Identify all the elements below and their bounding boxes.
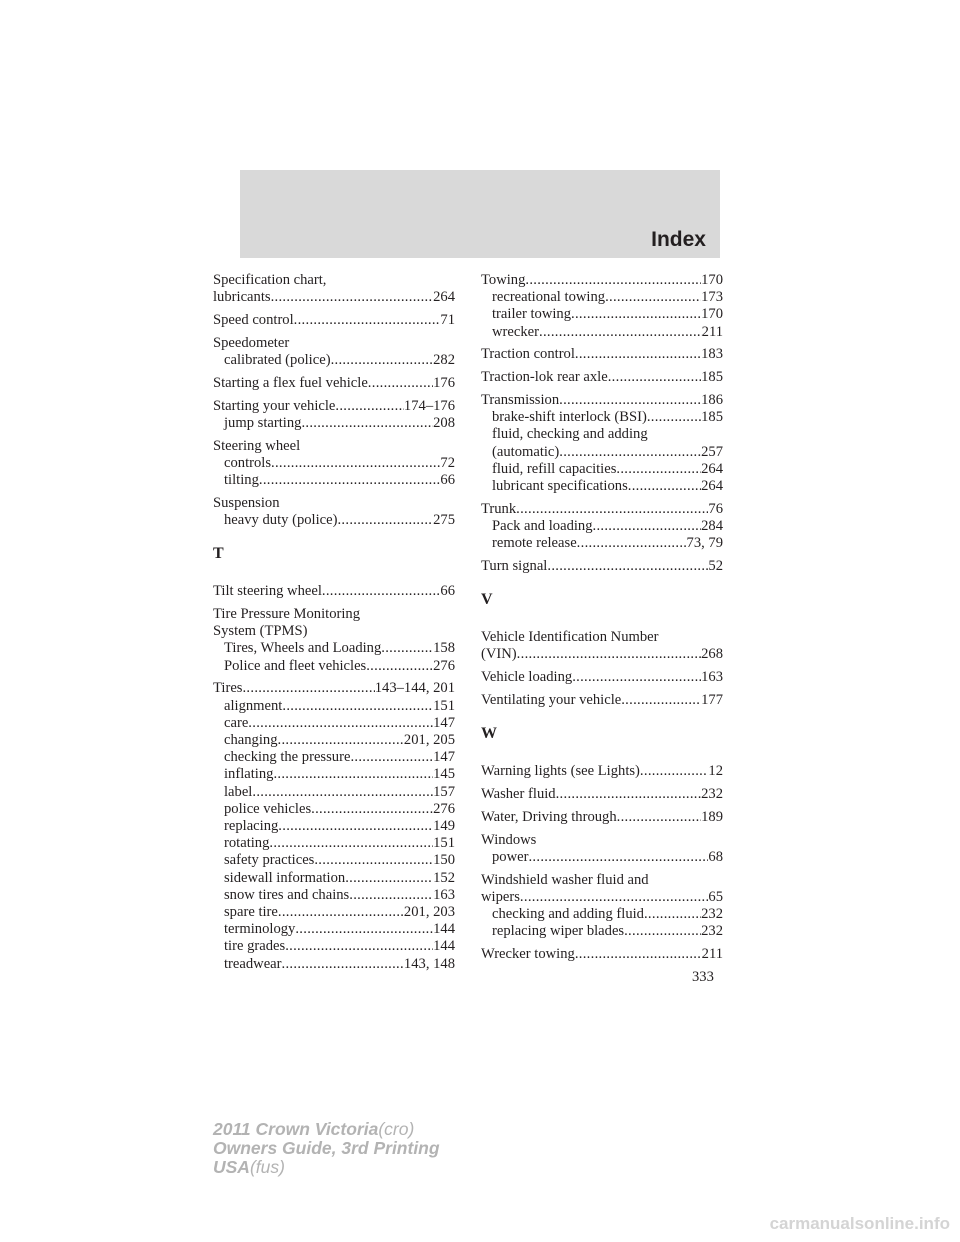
dot-leader bbox=[525, 272, 701, 289]
index-page-ref: 177 bbox=[701, 692, 723, 709]
dot-leader bbox=[285, 938, 433, 955]
index-page-ref: 211 bbox=[701, 946, 723, 963]
index-term: Trunk bbox=[481, 500, 517, 517]
index-term: (automatic) bbox=[492, 443, 560, 460]
index-entry bbox=[481, 369, 723, 386]
dot-leader bbox=[559, 444, 701, 461]
index-subentry-line bbox=[213, 658, 455, 675]
index-term: Speedometer bbox=[213, 334, 290, 351]
dot-leader bbox=[381, 640, 433, 657]
index-page-ref: 232 bbox=[701, 923, 723, 940]
index-letter-heading: V bbox=[481, 591, 493, 609]
dot-leader bbox=[278, 904, 404, 921]
index-page-ref: 208 bbox=[433, 414, 455, 431]
dot-leader bbox=[616, 461, 701, 478]
index-entry-line bbox=[481, 646, 723, 663]
index-page-ref: 163 bbox=[433, 886, 455, 903]
index-term: Vehicle loading bbox=[481, 669, 573, 686]
dot-leader bbox=[640, 763, 708, 780]
index-subentry-line bbox=[481, 906, 723, 923]
index-page-ref: 68 bbox=[708, 848, 723, 865]
index-term: Tires, Wheels and Loading bbox=[224, 640, 382, 657]
index-term: Starting your vehicle bbox=[213, 397, 336, 414]
dot-leader bbox=[350, 749, 433, 766]
dot-leader bbox=[556, 786, 702, 803]
index-entry-line bbox=[481, 501, 723, 518]
index-entry bbox=[481, 692, 723, 709]
index-letter-heading: W bbox=[481, 725, 497, 743]
index-page-ref: 185 bbox=[701, 409, 723, 426]
index-subentry-line bbox=[481, 518, 723, 535]
footer-model-code: (cro) bbox=[378, 1119, 415, 1139]
index-page-ref: 275 bbox=[433, 512, 455, 528]
index-subentry-line bbox=[213, 921, 455, 938]
index-term: Washer fluid bbox=[481, 786, 556, 803]
dot-leader bbox=[547, 558, 708, 575]
index-term: tilting bbox=[224, 472, 259, 488]
dot-leader bbox=[322, 583, 441, 600]
index-term: Speed control bbox=[213, 312, 294, 328]
index-term: Suspension bbox=[213, 494, 280, 511]
footer-line-3 bbox=[213, 1158, 440, 1177]
index-subentry-line bbox=[481, 409, 723, 426]
index-entry-line bbox=[213, 398, 455, 415]
index-page-ref: 284 bbox=[701, 518, 723, 535]
dot-leader bbox=[311, 801, 433, 818]
dot-leader bbox=[271, 289, 434, 306]
index-page-ref: 264 bbox=[701, 478, 723, 495]
dot-leader bbox=[337, 512, 433, 529]
index-term: label bbox=[224, 783, 253, 800]
index-entry bbox=[481, 392, 723, 495]
index-entry-line bbox=[481, 763, 723, 780]
index-term: Starting a flex fuel vehicle bbox=[213, 374, 368, 391]
index-page-ref: 189 bbox=[701, 808, 723, 825]
index-term: wipers bbox=[481, 888, 520, 905]
index-entry-line bbox=[481, 809, 723, 826]
index-subentry-line bbox=[213, 715, 455, 732]
index-term: changing bbox=[224, 732, 278, 749]
index-subentry-line bbox=[481, 478, 723, 495]
dot-leader bbox=[593, 518, 702, 535]
index-entry bbox=[481, 272, 723, 341]
index-entry-line bbox=[481, 669, 723, 686]
index-entry bbox=[481, 501, 723, 553]
index-subentry-line bbox=[213, 640, 455, 657]
index-entry-line bbox=[213, 289, 455, 306]
dot-leader bbox=[278, 732, 404, 749]
index-entry-line bbox=[213, 335, 455, 352]
index-subentry-line bbox=[213, 801, 455, 818]
index-entry-line bbox=[213, 606, 455, 623]
index-term: police vehicles bbox=[224, 800, 312, 817]
index-term: Transmission bbox=[481, 392, 560, 408]
dot-leader bbox=[269, 835, 433, 852]
dot-leader bbox=[647, 409, 701, 426]
dot-leader bbox=[520, 889, 708, 906]
index-entry bbox=[481, 763, 723, 780]
index-entry-line bbox=[213, 375, 455, 392]
index-term: Police and fleet vehicles bbox=[224, 657, 367, 674]
index-subentry-line bbox=[213, 766, 455, 783]
index-page-ref: 71 bbox=[440, 312, 455, 328]
footer-market-code: (fus) bbox=[249, 1157, 285, 1177]
index-entry-line bbox=[481, 558, 723, 575]
index-page-ref: 151 bbox=[433, 697, 455, 714]
index-term: recreational towing bbox=[492, 289, 606, 306]
dot-leader bbox=[516, 501, 708, 518]
index-entry bbox=[481, 832, 723, 866]
dot-leader bbox=[294, 312, 441, 329]
dot-leader bbox=[644, 906, 701, 923]
dot-leader bbox=[271, 455, 440, 472]
index-term: sidewall information bbox=[224, 869, 346, 886]
footer-market: USA bbox=[213, 1157, 250, 1177]
index-term: Warning lights (see Lights) bbox=[481, 763, 640, 780]
index-term: Vehicle Identification Number bbox=[481, 629, 659, 646]
index-term: controls bbox=[224, 454, 272, 471]
dot-leader bbox=[345, 870, 433, 887]
index-term: tire grades bbox=[224, 938, 286, 955]
index-subentry-line bbox=[213, 784, 455, 801]
index-page-ref: 176 bbox=[433, 374, 455, 391]
index-page-ref: 170 bbox=[701, 272, 723, 288]
dot-leader bbox=[248, 715, 433, 732]
dot-leader bbox=[539, 324, 702, 341]
index-entry-line bbox=[481, 889, 723, 906]
dot-leader bbox=[331, 352, 434, 369]
index-page-ref: 174–176 bbox=[403, 397, 455, 414]
index-term: calibrated (police) bbox=[224, 352, 331, 368]
index-page-ref: 52 bbox=[708, 558, 723, 575]
dot-leader bbox=[295, 921, 433, 938]
index-term: terminology bbox=[224, 921, 296, 938]
index-subentry-line bbox=[481, 306, 723, 323]
index-page-ref: 144 bbox=[433, 938, 455, 955]
index-term: care bbox=[224, 714, 249, 731]
index-term: (VIN) bbox=[481, 646, 517, 663]
dot-leader bbox=[242, 680, 374, 697]
index-entry bbox=[481, 558, 723, 575]
index-page-ref: 170 bbox=[701, 306, 723, 323]
index-term: spare tire bbox=[224, 904, 278, 921]
index-entry bbox=[481, 346, 723, 363]
index-subentry-line bbox=[481, 289, 723, 306]
index-term: Windows bbox=[481, 831, 537, 848]
index-entry-line bbox=[213, 312, 455, 329]
footer-line-1 bbox=[213, 1120, 440, 1139]
dot-leader bbox=[571, 306, 701, 323]
index-entry-line bbox=[481, 346, 723, 363]
index-term: Towing bbox=[481, 272, 526, 288]
index-term: heavy duty (police) bbox=[224, 512, 338, 528]
index-page-ref: 145 bbox=[433, 766, 455, 783]
index-subentry-line bbox=[213, 749, 455, 766]
document-footer bbox=[213, 1120, 440, 1177]
index-entry bbox=[213, 583, 455, 600]
index-entry-line bbox=[213, 272, 455, 289]
dot-leader bbox=[282, 698, 433, 715]
index-entry bbox=[213, 680, 455, 972]
index-entry bbox=[213, 335, 455, 369]
index-term: Tilt steering wheel bbox=[213, 583, 322, 600]
dot-leader bbox=[628, 478, 701, 495]
index-page-ref: 268 bbox=[701, 646, 723, 663]
index-term: Traction control bbox=[481, 346, 575, 363]
dot-leader bbox=[575, 946, 702, 963]
index-entry bbox=[481, 629, 723, 663]
index-entry bbox=[481, 786, 723, 803]
dot-leader bbox=[314, 852, 433, 869]
index-entry-line bbox=[481, 692, 723, 709]
index-entry bbox=[213, 438, 455, 490]
dot-leader bbox=[577, 535, 687, 552]
index-entry-line bbox=[481, 629, 723, 646]
index-entry-line bbox=[213, 583, 455, 600]
index-page-ref: 201, 203 bbox=[403, 904, 455, 921]
index-term: rotating bbox=[224, 835, 270, 852]
index-term: Tire Pressure Monitoring bbox=[213, 606, 361, 622]
index-page-ref: 143–144, 201 bbox=[374, 680, 455, 697]
dot-leader bbox=[349, 887, 433, 904]
index-entry bbox=[481, 872, 723, 941]
index-term: lubricants bbox=[213, 289, 271, 306]
index-subentry-line bbox=[213, 352, 455, 369]
index-subentry-line bbox=[213, 455, 455, 472]
index-subentry-line bbox=[213, 512, 455, 529]
dot-leader bbox=[282, 956, 404, 973]
index-page-ref: 232 bbox=[701, 786, 723, 803]
index-subentry-line bbox=[213, 852, 455, 869]
index-subentry-line bbox=[481, 923, 723, 940]
dot-leader bbox=[273, 766, 433, 783]
index-entry bbox=[213, 495, 455, 529]
index-term: safety practices bbox=[224, 852, 315, 869]
index-page-ref: 276 bbox=[433, 657, 455, 674]
index-term: Traction-lok rear axle bbox=[481, 369, 608, 386]
index-term: Water, Driving through bbox=[481, 808, 617, 825]
index-subentry-line bbox=[213, 904, 455, 921]
index-subentry-line bbox=[213, 956, 455, 973]
dot-leader bbox=[559, 392, 701, 409]
index-entry bbox=[213, 272, 455, 306]
page-number: 333 bbox=[692, 969, 714, 985]
site-watermark[interactable]: carmanualsonline.info bbox=[769, 1214, 950, 1233]
index-page-ref: 76 bbox=[708, 500, 723, 517]
dot-leader bbox=[278, 818, 433, 835]
index-subentry-line bbox=[213, 472, 455, 489]
index-entry bbox=[213, 398, 455, 432]
index-subentry-line bbox=[213, 938, 455, 955]
dot-leader bbox=[335, 398, 404, 415]
index-page-ref: 183 bbox=[701, 346, 723, 363]
index-subentry-line bbox=[213, 870, 455, 887]
section-header-band bbox=[240, 170, 720, 258]
dot-leader bbox=[252, 784, 433, 801]
index-term: Tires bbox=[213, 680, 243, 697]
index-column-left bbox=[213, 272, 455, 978]
index-term: System (TPMS) bbox=[213, 623, 308, 640]
index-subentry-line bbox=[213, 835, 455, 852]
index-entry-line bbox=[481, 872, 723, 889]
index-subentry-line bbox=[481, 444, 723, 461]
index-entry bbox=[481, 809, 723, 826]
index-subentry-line bbox=[481, 426, 723, 443]
index-term: brake-shift interlock (BSI) bbox=[492, 409, 647, 426]
index-page-ref: 186 bbox=[701, 392, 723, 408]
index-page-ref: 163 bbox=[701, 669, 723, 686]
index-term: Pack and loading bbox=[492, 518, 593, 535]
index-page-ref: 211 bbox=[701, 323, 723, 340]
index-term: Windshield washer fluid and bbox=[481, 871, 649, 888]
footer-line-2: Owners Guide, 3rd Printing bbox=[213, 1138, 440, 1158]
index-page-ref: 201, 205 bbox=[403, 732, 455, 749]
index-entry-line bbox=[481, 272, 723, 289]
index-page-ref: 65 bbox=[708, 888, 723, 905]
index-term: replacing bbox=[224, 818, 279, 835]
index-page-ref: 282 bbox=[433, 352, 455, 368]
index-subentry-line bbox=[481, 324, 723, 341]
dot-leader bbox=[624, 923, 701, 940]
index-entry-line bbox=[213, 680, 455, 697]
dot-leader bbox=[572, 669, 701, 686]
index-subentry-line bbox=[481, 849, 723, 866]
index-term: inflating bbox=[224, 766, 274, 783]
index-term: trailer towing bbox=[492, 306, 572, 323]
index-term: jump starting bbox=[224, 414, 302, 431]
index-term: lubricant specifications bbox=[492, 478, 628, 495]
index-page-ref: 147 bbox=[433, 749, 455, 766]
index-entry-line bbox=[213, 495, 455, 512]
index-term: alignment bbox=[224, 697, 283, 714]
index-page-ref: 150 bbox=[433, 852, 455, 869]
index-term: remote release bbox=[492, 535, 577, 552]
dot-leader bbox=[517, 646, 701, 663]
index-entry bbox=[213, 375, 455, 392]
index-page-ref: 143, 148 bbox=[403, 955, 455, 972]
index-subentry-line bbox=[481, 461, 723, 478]
index-page-ref: 264 bbox=[433, 289, 455, 306]
index-page-ref: 157 bbox=[433, 783, 455, 800]
index-column-right bbox=[481, 272, 723, 969]
dot-leader bbox=[366, 658, 433, 675]
dot-leader bbox=[528, 849, 708, 866]
index-page-ref: 66 bbox=[440, 583, 455, 600]
index-entry-line bbox=[481, 832, 723, 849]
index-page-ref: 151 bbox=[433, 835, 455, 852]
index-page-ref: 158 bbox=[433, 640, 455, 657]
index-term: power bbox=[492, 848, 529, 865]
dot-leader bbox=[259, 472, 441, 489]
dot-leader bbox=[301, 415, 433, 432]
index-page-ref: 173 bbox=[701, 289, 723, 306]
index-term: snow tires and chains bbox=[224, 886, 350, 903]
index-subentry-line bbox=[213, 415, 455, 432]
dot-leader bbox=[617, 809, 701, 826]
index-subentry-line bbox=[481, 535, 723, 552]
index-entry-line bbox=[481, 392, 723, 409]
index-entry-line bbox=[481, 786, 723, 803]
index-term: fluid, refill capacities bbox=[492, 460, 617, 477]
dot-leader bbox=[575, 346, 701, 363]
index-page-ref: 185 bbox=[701, 369, 723, 386]
index-page-ref: 264 bbox=[701, 460, 723, 477]
dot-leader bbox=[608, 369, 701, 386]
index-page-ref: 12 bbox=[708, 763, 723, 780]
index-page-ref: 149 bbox=[433, 818, 455, 835]
index-term: fluid, checking and adding bbox=[492, 426, 648, 443]
footer-model: 2011 Crown Victoria bbox=[213, 1119, 379, 1139]
dot-leader bbox=[605, 289, 701, 306]
index-term: wrecker bbox=[492, 323, 539, 340]
dot-leader bbox=[368, 375, 433, 392]
index-term: Steering wheel bbox=[213, 437, 301, 454]
index-entry bbox=[213, 312, 455, 329]
index-term: replacing wiper blades bbox=[492, 923, 625, 940]
index-page-ref: 144 bbox=[433, 921, 455, 938]
index-page-ref: 73, 79 bbox=[686, 535, 723, 552]
index-entry-line bbox=[481, 369, 723, 386]
index-entry-line bbox=[213, 438, 455, 455]
index-entry bbox=[481, 946, 723, 963]
index-entry-line bbox=[481, 946, 723, 963]
index-page-ref: 232 bbox=[701, 906, 723, 923]
index-entry-line bbox=[213, 623, 455, 640]
index-letter-heading: T bbox=[213, 545, 224, 563]
index-entry bbox=[481, 669, 723, 686]
index-term: Specification chart, bbox=[213, 272, 327, 288]
index-page-ref: 276 bbox=[433, 800, 455, 817]
index-subentry-line bbox=[213, 732, 455, 749]
index-page-ref: 147 bbox=[433, 714, 455, 731]
index-page-ref: 152 bbox=[433, 869, 455, 886]
index-subentry-line bbox=[213, 698, 455, 715]
index-term: Wrecker towing bbox=[481, 946, 575, 963]
index-term: treadwear bbox=[224, 955, 282, 972]
dot-leader bbox=[621, 692, 701, 709]
index-term: Turn signal bbox=[481, 558, 548, 575]
index-page-ref: 257 bbox=[701, 443, 723, 460]
section-title: Index bbox=[651, 228, 706, 251]
index-entry bbox=[213, 606, 455, 675]
index-page-ref: 66 bbox=[440, 472, 455, 488]
index-term: checking the pressure bbox=[224, 749, 351, 766]
index-subentry-line bbox=[213, 887, 455, 904]
index-subentry-line bbox=[213, 818, 455, 835]
index-page-ref: 72 bbox=[440, 454, 455, 471]
index-term: Ventilating your vehicle bbox=[481, 692, 622, 709]
index-term: checking and adding fluid bbox=[492, 906, 644, 923]
